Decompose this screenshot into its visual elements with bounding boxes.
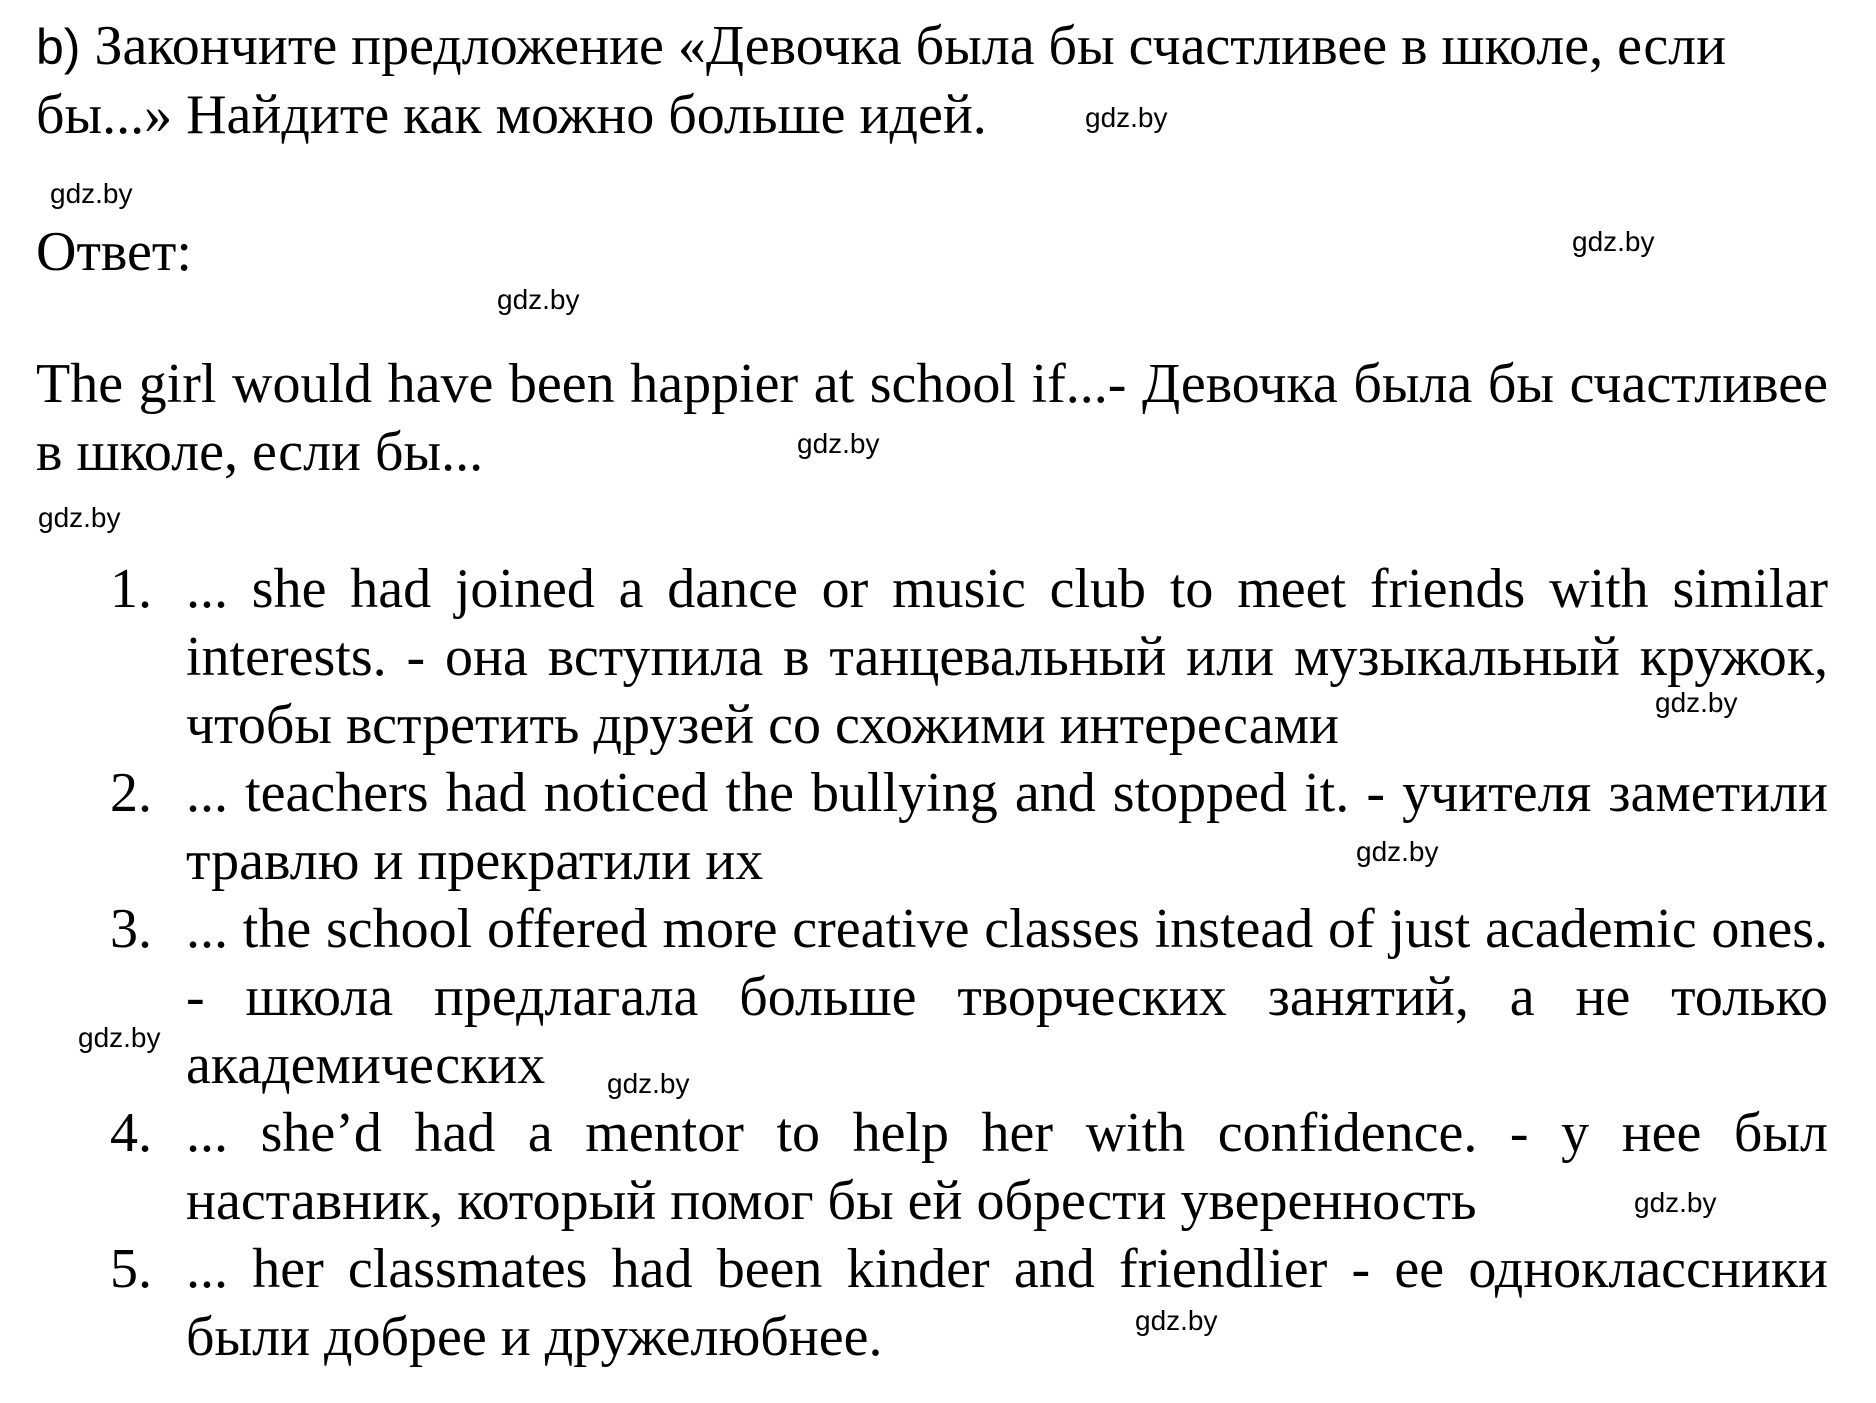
watermark: gdz.by <box>1356 836 1439 867</box>
watermark: gdz.by <box>38 502 121 533</box>
list-item-text: ... she had joined a dance or music club to meet friends with similar interests. - она вступила в танцевальный или музыкальный кружок, чтобы встретить друзей со схожими интересами <box>186 558 1828 756</box>
list-item-text: ... her classmates had been kinder and friendlier - ее одноклассники были добрее и дружелюбнее. <box>186 1238 1828 1368</box>
list-item-number: 4. <box>110 1102 152 1164</box>
list-item-number: 3. <box>110 898 152 960</box>
watermark: gdz.by <box>78 1022 161 1053</box>
watermark: gdz.by <box>1135 1305 1218 1336</box>
watermark: gdz.by <box>50 178 133 209</box>
answer-intro: The girl would have been happier at school if...- Девочка была бы счастливее в школе, если бы... <box>36 353 1828 483</box>
list-item <box>110 759 1828 895</box>
list-item <box>110 1099 1828 1235</box>
list-item-text: ... the school offered more creative classes instead of just academic ones. - школа предлагала больше творческих занятий, а не только академических <box>186 898 1828 1096</box>
answer-label: Ответ: <box>36 221 192 283</box>
list-item-text: ... teachers had noticed the bullying and stopped it. - учителя заметили травлю и прекратили их <box>186 762 1828 892</box>
task-prefix: b) <box>36 19 81 75</box>
watermark: gdz.by <box>1572 226 1655 257</box>
list-item <box>110 895 1828 1099</box>
watermark: gdz.by <box>1085 102 1168 133</box>
watermark: gdz.by <box>607 1068 690 1099</box>
watermark: gdz.by <box>497 284 580 315</box>
task-text: Закончите предложение «Девочка была бы счастливее в школе, если бы...» Найдите как можно больше идей. <box>36 15 1727 146</box>
list-item-number: 2. <box>110 762 152 824</box>
answer-list <box>110 555 1828 1371</box>
list-item <box>110 555 1828 759</box>
watermark: gdz.by <box>1655 687 1738 718</box>
list-item <box>110 1235 1828 1371</box>
list-item-text: ... she’d had a mentor to help her with confidence. - у нее был наставник, который помог бы ей обрести уверенность <box>186 1102 1828 1232</box>
watermark: gdz.by <box>797 428 880 459</box>
list-item-number: 1. <box>110 558 152 620</box>
watermark: gdz.by <box>1634 1187 1717 1218</box>
list-item-number: 5. <box>110 1238 152 1300</box>
task-statement <box>36 12 1826 149</box>
